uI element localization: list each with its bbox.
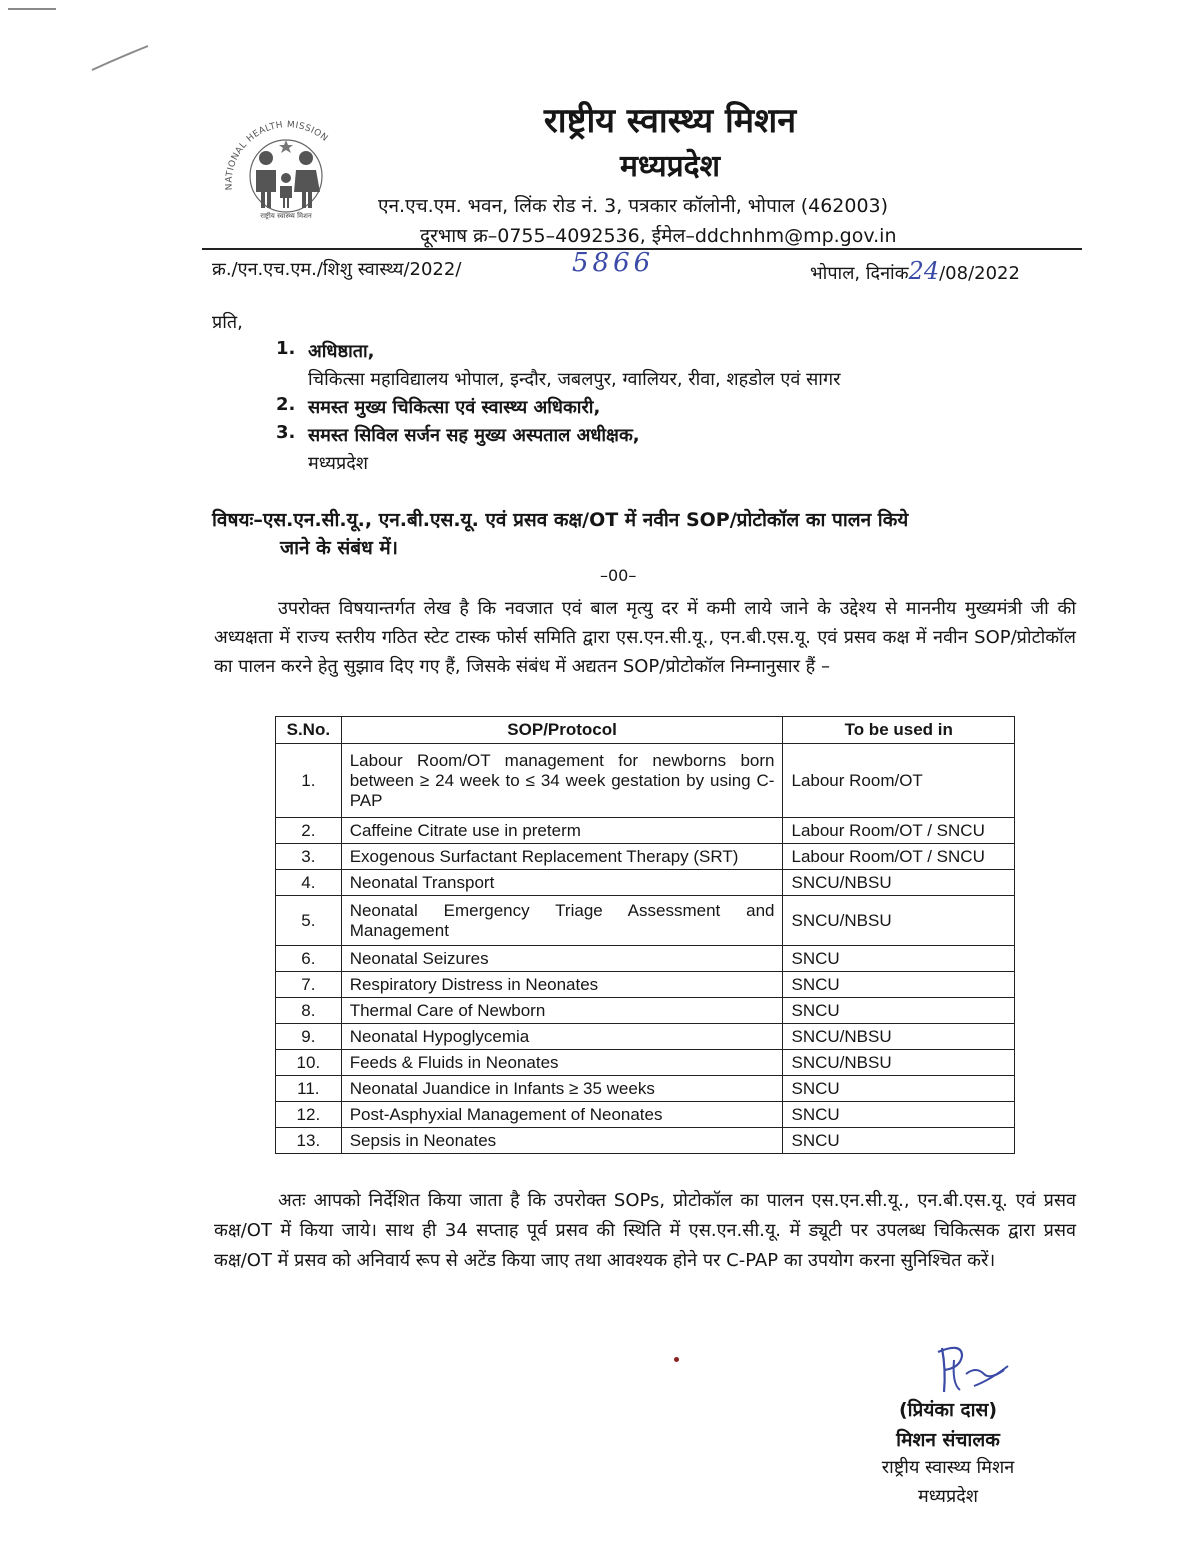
ink-speck bbox=[674, 1357, 679, 1362]
table-header-row bbox=[276, 717, 1015, 744]
cell-used-in: Labour Room/OT / SNCU bbox=[783, 818, 1015, 844]
recipient-item bbox=[276, 338, 1076, 394]
table-row bbox=[276, 744, 1015, 818]
cell-protocol: Labour Room/OT management for newborns born between ≥ 24 week to ≤ 34 week gestation by using C-PAP bbox=[341, 744, 783, 818]
cell-protocol: Feeds & Fluids in Neonates bbox=[341, 1050, 783, 1076]
subject-line-1: विषयः–एस.एन.सी.यू., एन.बी.एस.यू. एवं प्रसव कक्ष/OT में नवीन SOP/प्रोटोकॉल का पालन किये bbox=[212, 509, 909, 531]
cell-sno: 10. bbox=[276, 1050, 342, 1076]
cell-sno: 9. bbox=[276, 1024, 342, 1050]
cell-protocol: Neonatal Juandice in Infants ≥ 35 weeks bbox=[341, 1076, 783, 1102]
org-title: राष्ट्रीय स्वास्थ्य मिशन bbox=[543, 101, 797, 141]
cell-sno: 12. bbox=[276, 1102, 342, 1128]
cell-protocol: Sepsis in Neonates bbox=[341, 1128, 783, 1154]
recipient-number: 3. bbox=[276, 422, 296, 443]
table-row bbox=[276, 998, 1015, 1024]
cell-sno: 11. bbox=[276, 1076, 342, 1102]
cell-sno: 5. bbox=[276, 896, 342, 946]
cell-used-in: SNCU/NBSU bbox=[783, 1024, 1015, 1050]
address-line-1: एन.एच.एम. भवन, लिंक रोड नं. 3, पत्रकार कॉलोनी, भोपाल (462003) bbox=[378, 195, 889, 217]
date-rest: /08/2022 bbox=[939, 263, 1020, 284]
recipient-list bbox=[276, 338, 1076, 478]
cell-protocol: Neonatal Hypoglycemia bbox=[341, 1024, 783, 1050]
svg-text:NATIONAL HEALTH MISSION: NATIONAL HEALTH MISSION bbox=[224, 120, 330, 191]
cell-used-in: SNCU bbox=[783, 1128, 1015, 1154]
sop-table bbox=[275, 716, 1015, 1154]
cell-used-in: SNCU bbox=[783, 1076, 1015, 1102]
cell-protocol: Neonatal Transport bbox=[341, 870, 783, 896]
subject-line bbox=[212, 506, 1078, 562]
table-row bbox=[276, 1128, 1015, 1154]
table-row bbox=[276, 870, 1015, 896]
cell-sno: 1. bbox=[276, 744, 342, 818]
letter-date bbox=[810, 257, 1020, 285]
cell-sno: 4. bbox=[276, 870, 342, 896]
recipient-item bbox=[276, 394, 1076, 422]
recipient-title: अधिष्ठाता, bbox=[308, 341, 375, 362]
subject-line-2: जाने के संबंध में। bbox=[280, 537, 398, 559]
org-state: मध्यप्रदेश bbox=[619, 149, 721, 184]
table-row bbox=[276, 818, 1015, 844]
reference-handwritten-number: 5866 bbox=[572, 248, 655, 278]
table-row bbox=[276, 1076, 1015, 1102]
cell-sno: 6. bbox=[276, 946, 342, 972]
cell-used-in: SNCU bbox=[783, 1102, 1015, 1128]
scan-edge-mark bbox=[8, 8, 56, 10]
table-row bbox=[276, 972, 1015, 998]
recipient-title: समस्त सिविल सर्जन सह मुख्य अस्पताल अधीक्षक, bbox=[308, 425, 640, 446]
cell-used-in: SNCU/NBSU bbox=[783, 896, 1015, 946]
signatory-organization: राष्ट्रीय स्वास्थ्य मिशन bbox=[881, 1457, 1015, 1478]
cell-used-in: SNCU bbox=[783, 946, 1015, 972]
col-header-used-in: To be used in bbox=[783, 717, 1015, 744]
recipient-number: 2. bbox=[276, 394, 296, 415]
cell-protocol: Exogenous Surfactant Replacement Therapy (SRT) bbox=[341, 844, 783, 870]
cell-sno: 2. bbox=[276, 818, 342, 844]
addressee-salutation: प्रति, bbox=[212, 312, 243, 333]
table-row bbox=[276, 896, 1015, 946]
recipient-detail: चिकित्सा महाविद्यालय भोपाल, इन्दौर, जबलपुर, ग्वालियर, रीवा, शहडोल एवं सागर bbox=[308, 369, 841, 390]
cell-used-in: SNCU/NBSU bbox=[783, 1050, 1015, 1076]
cell-protocol: Post-Asphyxial Management of Neonates bbox=[341, 1102, 783, 1128]
recipient-number: 1. bbox=[276, 338, 296, 359]
body-paragraph-1: उपरोक्त विषयान्तर्गत लेख है कि नवजात एवं बाल मृत्यु दर में कमी लाये जाने के उद्देश्य से माननीय मुख्यमंत्री जी की अध्यक्षता में राज्य स्तरीय गठित स्टेट टास्क फोर्स समिति द्वारा एस.एन.सी.यू., एन.बी.एस.यू. एवं प्रसव कक्ष में नवीन SOP/प्रोटोकॉल का पालन करने हेतु सुझाव दिए गए हैं, जिसके संबंध में अद्यतन SOP/प्रोटोकॉल निम्नानुसार हैं – bbox=[214, 598, 1076, 677]
cell-sno: 13. bbox=[276, 1128, 342, 1154]
table-row bbox=[276, 1102, 1015, 1128]
table-row bbox=[276, 844, 1015, 870]
signatory-name: (प्रियंका दास) bbox=[898, 1399, 998, 1421]
date-prefix: भोपाल, दिनांक bbox=[810, 263, 909, 284]
scan-pen-stroke bbox=[88, 40, 158, 80]
table-row bbox=[276, 946, 1015, 972]
date-handwritten-day: 24 bbox=[908, 257, 940, 285]
handwritten-signature bbox=[928, 1340, 1018, 1400]
cell-used-in: SNCU/NBSU bbox=[783, 870, 1015, 896]
recipient-detail: मध्यप्रदेश bbox=[308, 453, 369, 474]
cell-protocol: Neonatal Seizures bbox=[341, 946, 783, 972]
cell-protocol: Caffeine Citrate use in preterm bbox=[341, 818, 783, 844]
cell-protocol: Respiratory Distress in Neonates bbox=[341, 972, 783, 998]
recipient-item bbox=[276, 422, 1076, 478]
cell-protocol: Neonatal Emergency Triage Assessment and Management bbox=[341, 896, 783, 946]
separator-mark: –00– bbox=[600, 566, 637, 585]
cell-protocol: Thermal Care of Newborn bbox=[341, 998, 783, 1024]
signatory-state: मध्यप्रदेश bbox=[917, 1486, 978, 1507]
recipient-title: समस्त मुख्य चिकित्सा एवं स्वास्थ्य अधिकारी, bbox=[308, 397, 601, 418]
cell-used-in: Labour Room/OT / SNCU bbox=[783, 844, 1015, 870]
table-row bbox=[276, 1050, 1015, 1076]
address-line-2: दूरभाष क्र–0755–4092536, ईमेल–ddchnhm@mp.gov.in bbox=[420, 225, 897, 247]
svg-text:राष्ट्रीय स्वास्थ्य मिशन: राष्ट्रीय स्वास्थ्य मिशन bbox=[260, 212, 312, 220]
col-header-sno: S.No. bbox=[276, 717, 342, 744]
cell-sno: 8. bbox=[276, 998, 342, 1024]
col-header-protocol: SOP/Protocol bbox=[341, 717, 783, 744]
cell-sno: 3. bbox=[276, 844, 342, 870]
reference-number: क्र./एन.एच.एम./शिशु स्वास्थ्य/2022/ bbox=[212, 259, 462, 280]
signatory-designation: मिशन संचालक bbox=[896, 1429, 1000, 1451]
cell-used-in: SNCU bbox=[783, 998, 1015, 1024]
cell-sno: 7. bbox=[276, 972, 342, 998]
table-row bbox=[276, 1024, 1015, 1050]
cell-used-in: Labour Room/OT bbox=[783, 744, 1015, 818]
body-paragraph-2: अतः आपको निर्देशित किया जाता है कि उपरोक्त SOPs, प्रोटोकॉल का पालन एस.एन.सी.यू., एन.बी.एस.यू. एवं प्रसव कक्ष/OT में किया जाये। साथ ही 34 सप्ताह पूर्व प्रसव की स्थिति में एस.एन.सी.यू. में ड्यूटी पर उपलब्ध चिकित्सक द्वारा प्रसव कक्ष/OT में प्रसव को अनिवार्य रूप से अटेंड किया जाए तथा आवश्यक होने पर C-PAP का उपयोग करना सुनिश्चित करें। bbox=[214, 1190, 1076, 1271]
cell-used-in: SNCU bbox=[783, 972, 1015, 998]
